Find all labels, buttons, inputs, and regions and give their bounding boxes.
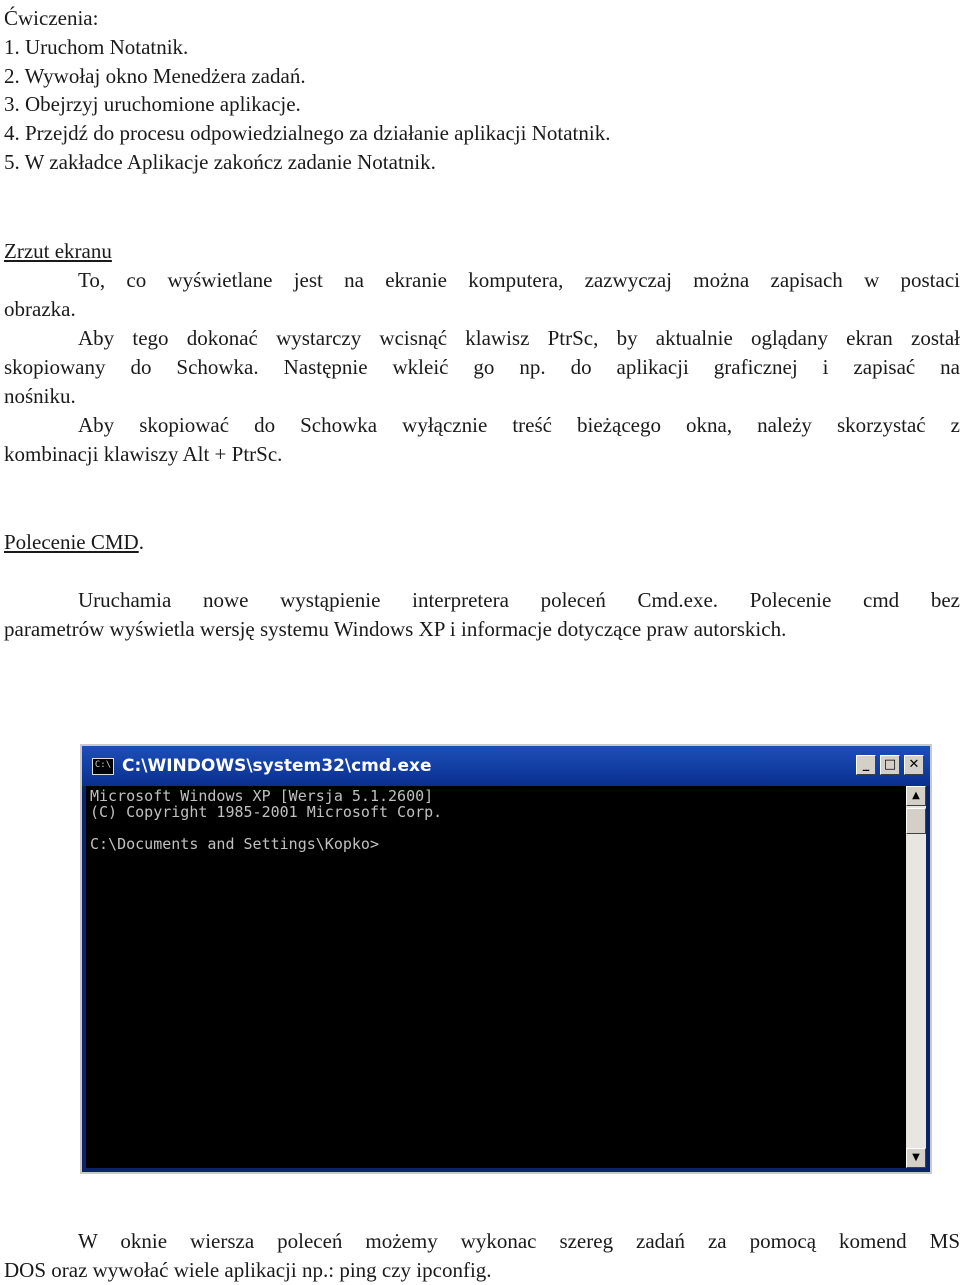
cmd-window-title: C:\WINDOWS\system32\cmd.exe	[122, 756, 432, 776]
scroll-down-icon: ▼	[906, 1148, 926, 1168]
exercise-item: 3. Obejrzyj uruchomione aplikacje.	[4, 92, 301, 116]
console-line: (C) Copyright 1985-2001 Microsoft Corp.	[90, 803, 443, 821]
screenshot-heading: Zrzut ekranu	[4, 239, 112, 263]
exercise-item: 5. W zakładce Aplikacje zakończ zadanie Notatnik.	[4, 150, 436, 174]
paragraph-line: Aby tego dokonać wystarczy wcisnąć klawisz PtrSc, by aktualnie oglądany ekran został	[78, 326, 960, 350]
exercise-item: 1. Uruchom Notatnik.	[4, 35, 189, 59]
exercise-item: 2. Wywołaj okno Menedżera zadań.	[4, 64, 306, 88]
cmd-heading	[4, 528, 144, 557]
cmd-titlebar	[82, 746, 930, 786]
console-line	[90, 820, 902, 836]
window-controls	[856, 755, 924, 775]
maximize-icon: □	[880, 755, 900, 775]
console-line: C:\Documents and Settings\Kopko>	[90, 835, 379, 853]
scroll-thumb	[906, 808, 926, 834]
paragraph-line: To, co wyświetlane jest na ekranie komputera, zazwyczaj można zapisach w postaci	[78, 268, 960, 292]
paragraph-line: Aby skopiować do Schowka wyłącznie treść bieżącego okna, należy skorzystać z	[78, 413, 960, 437]
exercise-item: 4. Przejdź do procesu odpowiedzialnego za działanie aplikacji Notatnik.	[4, 121, 611, 145]
exercises-heading: Ćwiczenia:	[4, 6, 99, 30]
cmd-icon: C:\	[92, 758, 114, 775]
minimize-icon: _	[856, 755, 876, 775]
paragraph-line: nośniku.	[4, 384, 76, 408]
paragraph-line: W oknie wiersza poleceń możemy wykonac szereg zadań za pomocą komend MS	[78, 1229, 960, 1253]
paragraph-line: obrazka.	[4, 297, 76, 321]
cmd-window-screenshot	[80, 744, 932, 1174]
paragraph-line: parametrów wyświetla wersję systemu Windows XP i informacje dotyczące praw autorskich.	[4, 617, 787, 641]
paragraph-line: Uruchamia nowe wystąpienie interpretera poleceń Cmd.exe. Polecenie cmd bez	[78, 588, 960, 612]
close-icon: ✕	[904, 755, 924, 775]
cmd-heading-dot: .	[138, 530, 144, 554]
cmd-console	[86, 786, 906, 1168]
paragraph-line: kombinacji klawiszy Alt + PtrSc.	[4, 442, 283, 466]
scrollbar	[906, 786, 926, 1168]
paragraph-line: skopiowany do Schowka. Następnie wkleić go np. do aplikacji graficznej i zapisać na	[4, 355, 960, 379]
scroll-up-icon: ▲	[906, 786, 926, 806]
console-line: Microsoft Windows XP [Wersja 5.1.2600]	[90, 787, 434, 805]
paragraph-line: DOS oraz wywołać wiele aplikacji np.: ping czy ipconfig.	[4, 1258, 492, 1282]
cmd-heading-text: Polecenie CMD	[4, 530, 139, 554]
